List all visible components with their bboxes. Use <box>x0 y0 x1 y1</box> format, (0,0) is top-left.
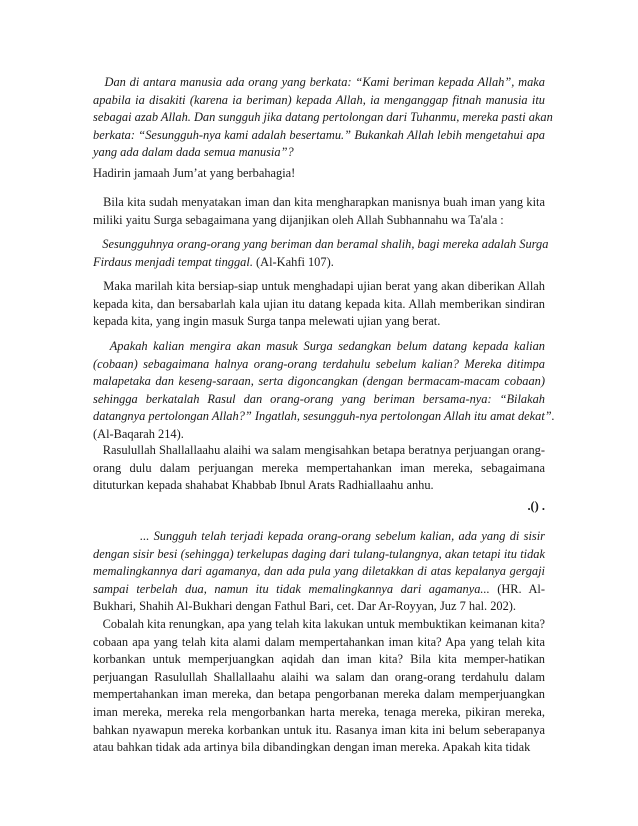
paragraph-p3 <box>93 194 545 229</box>
text-line: miliki yaitu Surga sebagaimana yang dijanjikan oleh Allah Subhannahu wa Ta'ala : <box>93 212 504 227</box>
text-line: orang dulu dalam perjuangan mereka mempertahankan iman mereka, sebagaimana <box>93 460 545 475</box>
text-line: (cobaan) sebagaimana halnya orang-orang terdahulu sebelum kalian? Mereka ditimpa <box>93 356 545 371</box>
text-line: sehingga berkatalah Rasul dan orang-orang yang beriman bersama-nya: “Bilakah <box>93 391 545 406</box>
text-line: atau bahkan tidak ada artinya bila dibandingkan dengan iman mereka. Apakah kita tidak <box>93 740 531 755</box>
text-line: (Al-Baqarah 214). <box>93 426 184 441</box>
text-line: yang ada dalam dada semua manusia”? <box>93 145 294 160</box>
text-line: Rasulullah Shallallaahu alaihi wa salam mengisahkan betapa beratnya perjuangan orang- <box>93 443 545 457</box>
paragraph-p6 <box>93 338 555 444</box>
text-line: berkata: “Sesungguh-nya kami adalah besertamu.” Bukankah Allah lebih mengetahui apa <box>93 127 545 142</box>
text-line: sampai terbelah dua, namun itu tidak memalingkannya dari agamanya... (HR. Al- <box>93 581 546 596</box>
text-line: datangnya pertolongan Allah?” Ingatlah, sesungguh-nya pertolongan Allah itu amat dekat”. <box>93 409 555 424</box>
arabic-text-marker: .() . <box>527 499 545 513</box>
paragraph-p4 <box>93 236 549 271</box>
text-line: Apakah kalian mengira akan masuk Surga sedangkan belum datang kepada kalian <box>93 339 545 353</box>
paragraph-p2 <box>93 165 545 183</box>
text-line: dengan sisir besi (sehingga) terkelupas daging dari tulang-tulangnya, akan tetapi itu tidak <box>93 546 545 561</box>
paragraph-p1 <box>93 74 553 162</box>
text-line: korbankan untuk memperjuangkan aqidah dan iman kita? Bila kita memper-hatikan <box>93 652 545 667</box>
text-line: Dan di antara manusia ada orang yang berkata: “Kami beriman kepada Allah”, maka <box>93 75 545 89</box>
paragraph-p10 <box>93 616 545 757</box>
text-line: Hadirin jamaah Jum’at yang berbahagia! <box>93 166 296 180</box>
paragraph-p7 <box>93 442 545 495</box>
text-line: mempertahankan iman mereka, dan betapa pengorbanan mereka dalam memperjuangkan <box>93 687 545 702</box>
text-line: malapetaka dan keseng-saraan, serta digoncangkan (dengan bermacam-macam cobaan) <box>93 374 545 389</box>
text-line: apabila ia disakiti (karena ia beriman) kepada Allah, ia menganggap fitnah manusia itu <box>93 92 545 107</box>
text-line: ... Sungguh telah terjadi kepada orang-orang sebelum kalian, ada yang di sisir <box>93 529 545 543</box>
text-line: Bila kita sudah menyatakan iman dan kita mengharapkan manisnya buah iman yang kita <box>93 195 545 209</box>
text-line: cobaan apa yang telah kita alami dalam mempertahankan iman kita? Apa yang telah kita <box>93 634 545 649</box>
text-line: Cobalah kita renungkan, apa yang telah kita lakukan untuk membuktikan keimanan kita? <box>93 617 545 631</box>
text-line: Bukhari, Shahih Al-Bukhari dengan Fathul Bari, cet. Dar Ar-Royyan, Juz 7 hal. 202). <box>93 599 517 614</box>
paragraph-p5 <box>93 278 545 331</box>
text-line: Firdaus menjadi tempat tinggal. (Al-Kahfi 107). <box>93 254 334 269</box>
text-line: perjuangan Rasulullah Shallallaahu alaihi wa salam dan orang-orang terdahulu dalam <box>93 669 545 684</box>
text-line: memalingkannya dari agamanya, dan ada pula yang diletakkan di atas kepalanya gergaji <box>93 564 545 579</box>
text-line: dituturkan kepada shahabat Khabbab Ibnul Arats Radhiallaahu anhu. <box>93 478 434 493</box>
text-line: Sesungguhnya orang-orang yang beriman dan beramal shalih, bagi mereka adalah Surga <box>93 237 549 251</box>
text-line: kepada kita, yang ingin masuk Surga tanpa melewati ujian yang berat. <box>93 314 441 329</box>
text-line: bahkan nyawapun mereka korbankan untuk itu. Rasanya iman kita ini belum seberapanya <box>93 722 545 737</box>
text-line: kepada kita, dan bersabarlah kala ujian itu datang kepada kita. Allah memberikan sindiran <box>93 296 545 311</box>
text-line: Maka marilah kita bersiap-siap untuk menghadapi ujian berat yang akan diberikan Allah <box>93 279 545 293</box>
text-line: sebagai azab Allah. Dan sungguh jika datang pertolongan dari Tuhanmu, mereka pasti akan <box>93 110 553 125</box>
text-line: iman mereka, mereka rela mengorbankan harta mereka, tenaga mereka, pikiran mereka, <box>93 704 545 719</box>
paragraph-p9 <box>93 528 545 616</box>
